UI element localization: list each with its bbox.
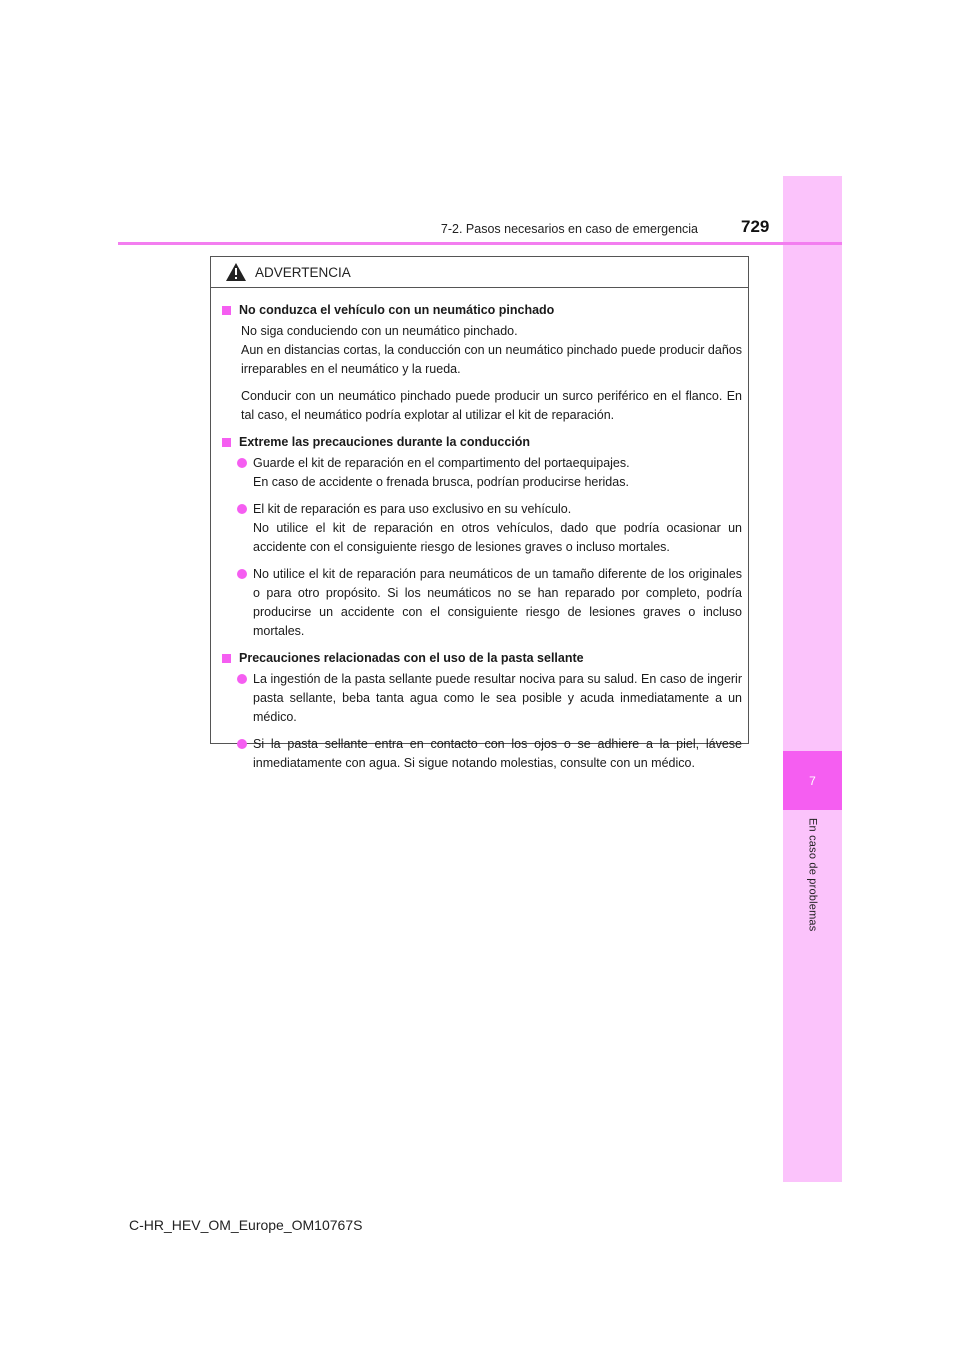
list-item: La ingestión de la pasta sellante puede resultar nociva para su salud. En caso de ingerir pasta sellante, beba tanta agua como le sea posible y acuda inmediatamente a un médico. bbox=[221, 670, 742, 727]
warning-triangle-icon bbox=[225, 262, 247, 282]
document-id: C-HR_HEV_OM_Europe_OM10767S bbox=[129, 1217, 363, 1233]
header-divider bbox=[118, 242, 842, 245]
warning-title: ADVERTENCIA bbox=[255, 264, 351, 280]
bullet-icon bbox=[237, 504, 247, 514]
page-number: 729 bbox=[741, 217, 770, 236]
section-title: 7-2. Pasos necesarios en caso de emergencia bbox=[440, 222, 698, 236]
chapter-title: En caso de problemas bbox=[806, 818, 819, 932]
warning-body bbox=[211, 288, 748, 773]
warning-box bbox=[210, 256, 749, 770]
bullet-icon bbox=[237, 674, 247, 684]
section-heading: Precauciones relacionadas con el uso de la pasta sellante bbox=[221, 649, 742, 668]
list-item: Guarde el kit de reparación en el compartimento del portaequipajes. En caso de accidente o frenada brusca, podrían producirse heridas. bbox=[221, 454, 742, 492]
list-item: El kit de reparación es para uso exclusivo en su vehículo. No utilice el kit de reparación en otros vehículos, dado que podría ocasionar un accidente con el consiguiente riesgo de lesiones graves o incluso mortales. bbox=[221, 500, 742, 557]
bullet-icon bbox=[237, 739, 247, 749]
bullet-icon bbox=[237, 458, 247, 468]
list-item: Si la pasta sellante entra en contacto con los ojos o se adhiere a la piel, lávese inmediatamente con agua. Si sigue notando molestias, consulte con un médico. bbox=[221, 735, 742, 773]
warning-header bbox=[211, 257, 748, 288]
paragraph: No siga conduciendo con un neumático pinchado. Aun en distancias cortas, la conducción con un neumático pinchado puede producir daños irreparables en el neumático y la rueda. bbox=[241, 324, 742, 376]
chapter-side-tab bbox=[783, 176, 842, 1182]
section-heading: No conduzca el vehículo con un neumático pinchado bbox=[221, 301, 742, 320]
bullet-icon bbox=[237, 569, 247, 579]
section-heading: Extreme las precauciones durante la conducción bbox=[221, 433, 742, 452]
chapter-number: 7 bbox=[783, 751, 842, 810]
list-item: No utilice el kit de reparación para neumáticos de un tamaño diferente de los originales o para otro propósito. Si los neumáticos no se han reparado por completo, podría producirse un accidente con el consiguiente riesgo de lesiones graves o incluso mortales. bbox=[221, 565, 742, 641]
paragraph: Conducir con un neumático pinchado puede producir un surco periférico en el flanco. En tal caso, el neumático podría explotar al utilizar el kit de reparación. bbox=[241, 389, 742, 422]
